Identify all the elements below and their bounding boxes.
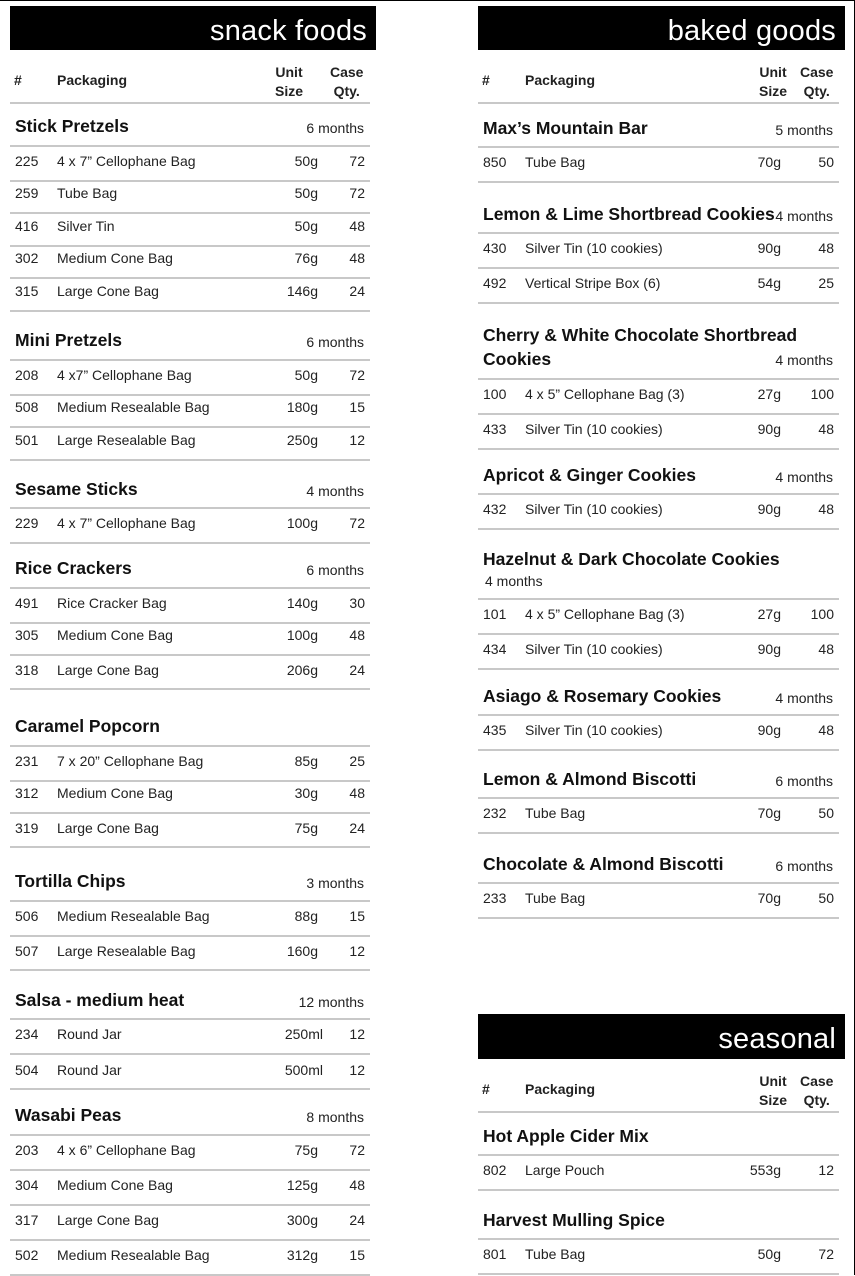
shelf-life: 4 months — [775, 690, 833, 706]
header-packaging: Packaging — [525, 1081, 596, 1097]
header-num: # — [482, 1081, 490, 1097]
table-row: 432 Silver Tin (10 cookies) 90g 48 — [478, 495, 839, 530]
table-row: 232 Tube Bag 70g 50 — [478, 799, 839, 834]
product-name: Stick Pretzels — [15, 116, 129, 136]
table-row: 416 Silver Tin 50g 48 — [10, 212, 370, 247]
shelf-life: 4 months — [485, 573, 543, 589]
table-row: 801 Tube Bag 50g 72 — [478, 1240, 839, 1275]
product-name: Mini Pretzels — [15, 330, 122, 350]
table-row: 434 Silver Tin (10 cookies) 90g 48 — [478, 635, 839, 670]
header-num: # — [14, 72, 22, 88]
shelf-life: 3 months — [306, 875, 364, 891]
table-row: 229 4 x 7” Cellophane Bag 100g 72 — [10, 509, 370, 544]
header-case-qty: Case Qty. — [800, 64, 834, 99]
table-row: 506 Medium Resealable Bag 88g 15 — [10, 902, 370, 937]
section-banner: snack foods — [10, 6, 376, 50]
product-name: Salsa - medium heat — [15, 990, 185, 1010]
table-row: 304 Medium Cone Bag 125g 48 — [10, 1171, 370, 1206]
table-row: 259 Tube Bag 50g 72 — [10, 179, 370, 214]
shelf-life: 5 months — [775, 122, 833, 138]
table-row: 100 4 x 5” Cellophane Bag (3) 27g 100 — [478, 380, 839, 415]
table-row: 305 Medium Cone Bag 100g 48 — [10, 621, 370, 656]
product-name: Asiago & Rosemary Cookies — [483, 686, 722, 706]
shelf-life: 4 months — [775, 208, 833, 224]
table-row: 508 Medium Resealable Bag 180g 15 — [10, 393, 370, 428]
shelf-life: 4 months — [775, 469, 833, 485]
product-name: Sesame Sticks — [15, 479, 138, 499]
product-name: Hazelnut & Dark Chocolate Cookies — [483, 549, 780, 569]
table-row: 225 4 x 7” Cellophane Bag 50g 72 — [10, 147, 370, 182]
table-row: 491 Rice Cracker Bag 140g 30 — [10, 589, 370, 624]
shelf-life: 6 months — [306, 120, 364, 136]
section-banner: baked goods — [478, 6, 845, 50]
header-unit-size: Unit Size — [759, 64, 788, 99]
product-name: Max’s Mountain Bar — [483, 118, 648, 138]
table-row: 312 Medium Cone Bag 30g 48 — [10, 779, 370, 814]
shelf-life: 12 months — [298, 994, 364, 1010]
shelf-life: 6 months — [306, 334, 364, 350]
shelf-life: 6 months — [306, 562, 364, 578]
table-row: 317 Large Cone Bag 300g 24 — [10, 1206, 370, 1241]
shelf-life: 8 months — [306, 1109, 364, 1125]
table-row: 802 Large Pouch 553g 12 — [478, 1156, 839, 1191]
table-row: 208 4 x7” Cellophane Bag 50g 72 — [10, 361, 370, 396]
header-num: # — [482, 72, 490, 88]
header-packaging: Packaging — [57, 72, 128, 88]
header-packaging: Packaging — [525, 72, 596, 88]
product-name: Caramel Popcorn — [15, 716, 160, 736]
shelf-life: 6 months — [775, 773, 833, 789]
column-header — [478, 52, 839, 104]
table-row: 435 Silver Tin (10 cookies) 90g 48 — [478, 716, 839, 751]
column-header — [478, 1061, 839, 1113]
table-row: 318 Large Cone Bag 206g 24 — [10, 656, 370, 690]
product-name: Lemon & Lime Shortbread Cookies — [483, 204, 775, 224]
product-name: Apricot & Ginger Cookies — [483, 465, 696, 485]
product-name: Chocolate & Almond Biscotti — [483, 854, 724, 874]
table-row: 233 Tube Bag 70g 50 — [478, 884, 839, 919]
table-row: 315 Large Cone Bag 146g 24 — [10, 277, 370, 312]
product-name: Rice Crackers — [15, 558, 132, 578]
section-banner: seasonal — [478, 1014, 845, 1059]
product-name: Harvest Mulling Spice — [483, 1210, 665, 1230]
table-row: 502 Medium Resealable Bag 312g 15 — [10, 1241, 370, 1276]
table-row: 501 Large Resealable Bag 250g 12 — [10, 426, 370, 461]
table-row: 507 Large Resealable Bag 160g 12 — [10, 937, 370, 971]
table-row: 430 Silver Tin (10 cookies) 90g 48 — [478, 234, 839, 269]
header-unit-size: Unit Size — [759, 1073, 788, 1108]
product-name: Cherry & White Chocolate Shortbread Cookies — [483, 325, 798, 369]
product-name: Lemon & Almond Biscotti — [483, 769, 697, 789]
table-row: 231 7 x 20” Cellophane Bag 85g 25 — [10, 747, 370, 782]
table-row: 234 Round Jar 250ml 12 — [10, 1020, 370, 1055]
shelf-life: 4 months — [775, 352, 833, 368]
table-row: 101 4 x 5” Cellophane Bag (3) 27g 100 — [478, 600, 839, 635]
shelf-life: 6 months — [775, 858, 833, 874]
product-name: Wasabi Peas — [15, 1105, 122, 1125]
header-case-qty: Case Qty. — [330, 64, 364, 99]
column-header — [10, 52, 370, 104]
table-row: 319 Large Cone Bag 75g 24 — [10, 814, 370, 848]
header-case-qty: Case Qty. — [800, 1073, 834, 1108]
product-name: Tortilla Chips — [15, 871, 126, 891]
table-row: 302 Medium Cone Bag 76g 48 — [10, 244, 370, 279]
table-row: 504 Round Jar 500ml 12 — [10, 1056, 370, 1090]
header-unit-size: Unit Size — [275, 64, 304, 99]
product-name: Hot Apple Cider Mix — [483, 1126, 649, 1146]
table-row: 492 Vertical Stripe Box (6) 54g 25 — [478, 269, 839, 304]
table-row: 203 4 x 6” Cellophane Bag 75g 72 — [10, 1136, 370, 1171]
table-row: 850 Tube Bag 70g 50 — [478, 148, 839, 183]
shelf-life: 4 months — [306, 483, 364, 499]
table-row: 433 Silver Tin (10 cookies) 90g 48 — [478, 415, 839, 450]
